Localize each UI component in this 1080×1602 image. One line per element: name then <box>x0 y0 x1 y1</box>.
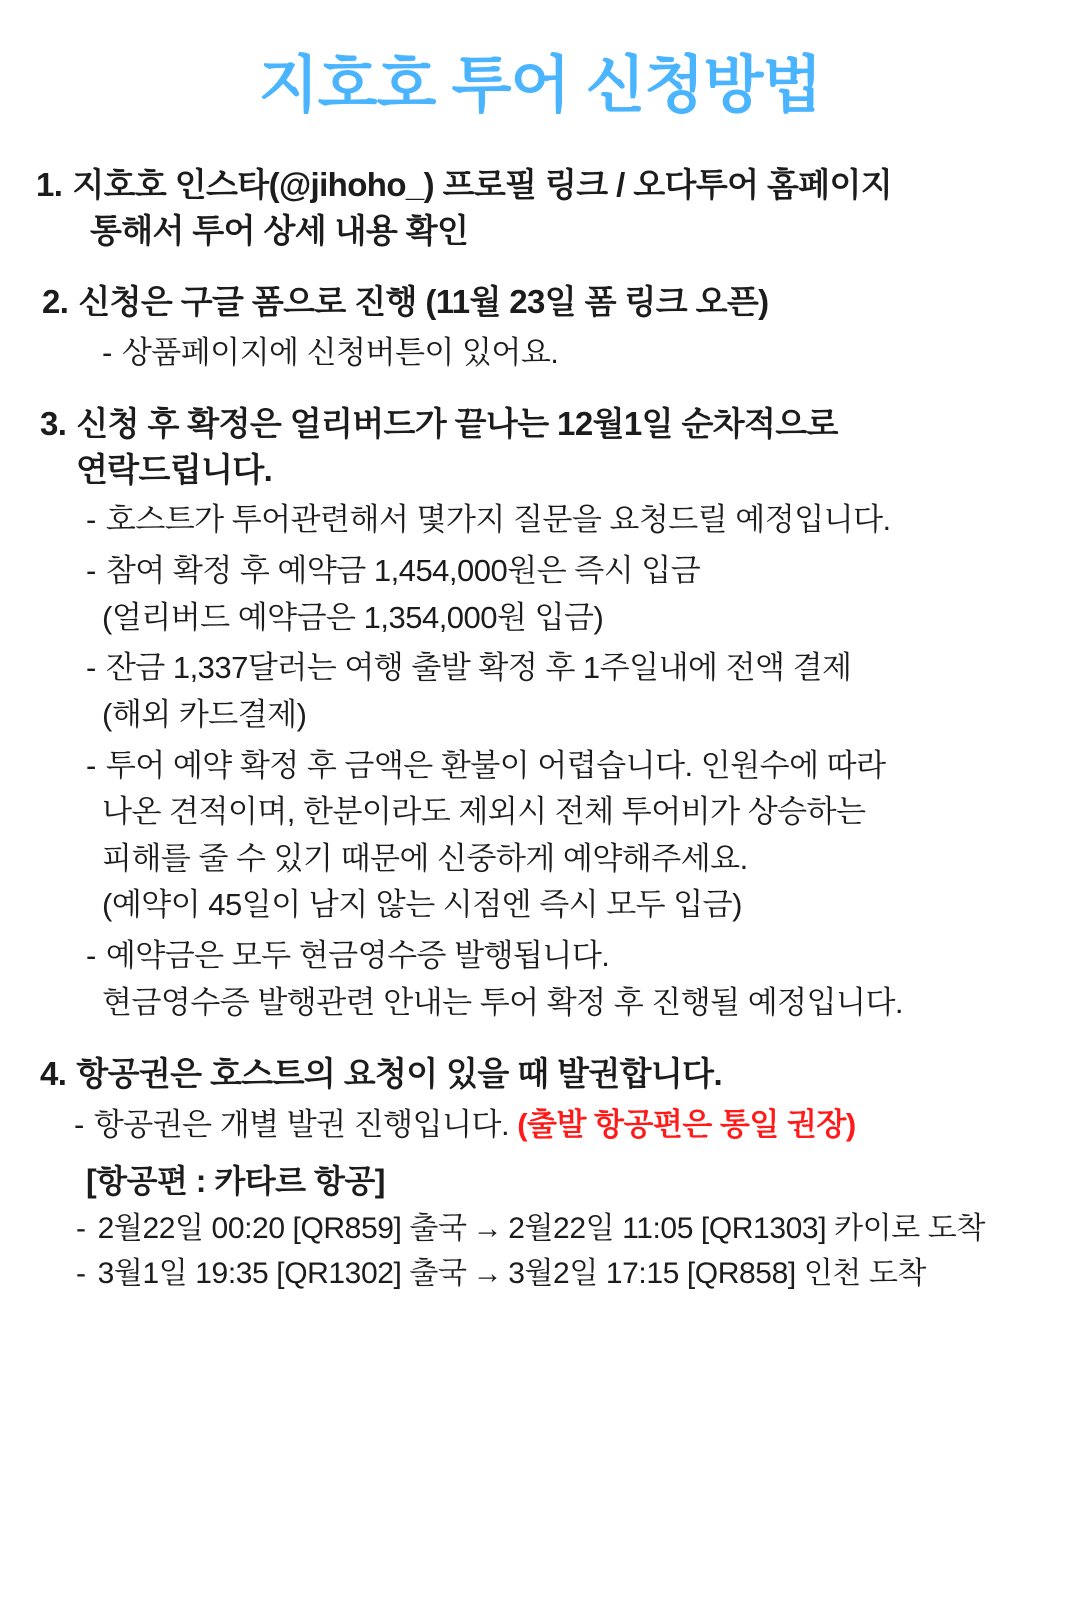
item-4-sub-wrap <box>94 1103 1056 1148</box>
item-3-sub-continued: 현금영수증 발행관련 안내는 투어 확정 후 진행될 예정입니다. <box>102 984 904 1020</box>
item-2-lead <box>42 279 1056 325</box>
item-3-sub <box>86 498 1056 543</box>
arrow-icon: → <box>472 1211 503 1245</box>
item-3-sub-continued: (예약이 45일이 남지 않는 시점엔 즉시 모두 입금) <box>102 887 742 923</box>
bullet-dash: - <box>86 747 96 783</box>
item-2-sub <box>102 331 1056 376</box>
flight-arrive: 2월22일 11:05 [QR1303] 카이로 도착 <box>508 1211 985 1245</box>
item-3-sub-text: 투어 예약 확정 후 금액은 환불이 어렵습니다. 인원수에 따라 <box>105 747 886 783</box>
list-item <box>24 279 1056 375</box>
page-title: 지호호 투어 신청방법 <box>258 51 822 120</box>
flight-unify-note: (출발 항공편은 통일 권장) <box>517 1106 856 1142</box>
item-1-lead <box>36 162 1056 208</box>
item-4-sub <box>74 1103 1056 1148</box>
airline-label: [항공편 : 카타르 항공] <box>86 1162 385 1199</box>
item-2-text: 신청은 구글 폼으로 진행 (11월 23일 폼 링크 오픈) <box>78 283 769 321</box>
item-3-lead <box>40 401 1056 447</box>
item-3-sub-text: 예약금은 모두 현금영수증 발행됩니다. <box>105 938 610 974</box>
item-3-sub-continued: (얼리버드 예약금은 1,354,000원 입금) <box>102 599 604 635</box>
bullet-dash: - <box>76 1256 86 1290</box>
item-1-lead-continued: 통해서 투어 상세 내용 확인 <box>90 211 469 249</box>
item-4-sub-text: 항공권은 개별 발권 진행입니다. <box>93 1106 510 1142</box>
item-4-number: 4. <box>40 1055 67 1093</box>
item-3-sub-text: 호스트가 투어관련해서 몇가지 질문을 요청드릴 예정입니다. <box>105 502 891 538</box>
flight-depart: 2월22일 00:20 [QR859] 출국 <box>97 1211 467 1245</box>
item-3-number: 3. <box>40 405 67 443</box>
item-3-sub <box>86 744 1056 789</box>
item-1-text: 지호호 인스타(@jihoho_) 프로필 링크 / 오다투어 홈페이지 <box>72 166 893 204</box>
bullet-dash: - <box>76 1211 86 1245</box>
flight-row <box>76 1251 1056 1296</box>
bullet-dash: - <box>86 650 96 686</box>
item-3-sub-text: 잔금 1,337달러는 여행 출발 확정 후 1주일내에 전액 결제 <box>105 650 852 686</box>
item-3-sub <box>86 646 1056 691</box>
flight-arrive: 3월2일 17:15 [QR858] 인천 도착 <box>508 1256 926 1290</box>
item-4-lead <box>40 1051 1056 1097</box>
item-3-sub <box>86 549 1056 594</box>
item-3-sub-continued: 피해를 줄 수 있기 때문에 신중하게 예약해주세요. <box>102 840 748 876</box>
list-item <box>24 162 1056 253</box>
item-4-text: 항공권은 호스트의 요청이 있을 때 발권합니다. <box>76 1055 723 1093</box>
item-3-lead-continued: 연락드립니다. <box>76 450 273 488</box>
bullet-dash: - <box>86 553 96 589</box>
arrow-icon: → <box>472 1256 503 1290</box>
bullet-dash: - <box>86 502 96 538</box>
item-3-text: 신청 후 확정은 얼리버드가 끝나는 12월1일 순차적으로 <box>76 405 838 443</box>
item-3-sub-continued: (해외 카드결제) <box>102 696 307 732</box>
list-item <box>24 401 1056 1025</box>
item-2-sub-text: 상품페이지에 신청버튼이 있어요. <box>121 334 559 370</box>
item-1-number: 1. <box>36 166 63 204</box>
poster-page <box>0 52 1080 1602</box>
item-3-sub-text: 참여 확정 후 예약금 1,454,000원은 즉시 입금 <box>105 553 701 589</box>
bullet-dash: - <box>102 334 112 370</box>
flight-depart: 3월1일 19:35 [QR1302] 출국 <box>97 1256 467 1290</box>
bullet-dash: - <box>74 1106 84 1142</box>
item-3-sub-continued: 나온 견적이며, 한분이라도 제외시 전체 투어비가 상승하는 <box>102 794 866 830</box>
flight-row <box>76 1206 1056 1251</box>
bullet-dash: - <box>86 938 96 974</box>
list-item <box>24 1051 1056 1295</box>
item-3-sub <box>86 934 1056 979</box>
item-2-number: 2. <box>42 283 69 321</box>
